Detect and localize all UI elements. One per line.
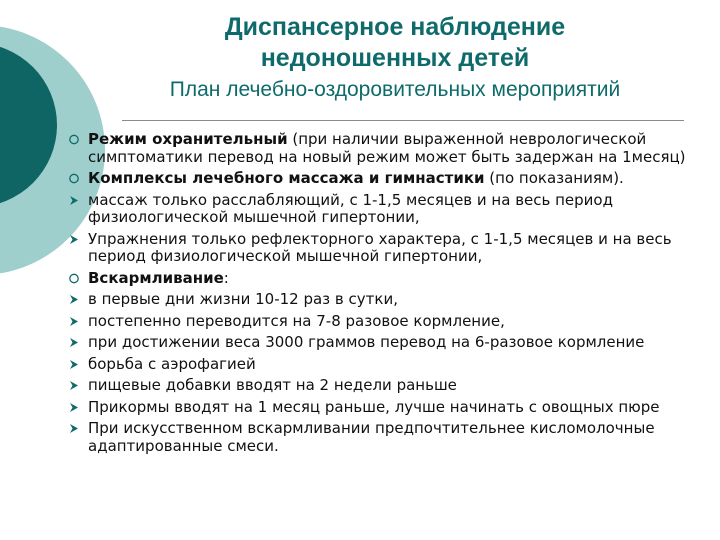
slide-subtitle: План лечебно-оздоровительных мероприятий: [169, 78, 621, 101]
list-item: [62, 420, 692, 455]
arrow-bullet-icon: [68, 335, 80, 350]
circle-bullet-icon: [68, 271, 80, 286]
bullet-list: [62, 131, 692, 459]
title-line-2: недоношенных детей: [260, 44, 530, 72]
arrow-bullet-icon: [68, 357, 80, 372]
list-item: [62, 356, 692, 374]
list-item: [62, 131, 692, 166]
list-item: [62, 192, 692, 227]
item-text: при достижении веса 3000 граммов перевод на 6-разовое кормление: [88, 333, 645, 351]
item-text: пищевые добавки вводят на 2 недели раньше: [88, 376, 457, 394]
item-text: борьба с аэрофагией: [88, 354, 256, 373]
item-text: массаж только расслабляющий, с 1-1,5 месяцев и на весь период физиологической мышечной гипертонии,: [88, 190, 613, 226]
list-item: [62, 399, 692, 417]
item-lead: Комплексы лечебного массажа и гимнастики: [88, 169, 485, 187]
title-line-1: Диспансерное наблюдение: [224, 13, 566, 41]
list-item: [62, 170, 692, 188]
item-text: в первые дни жизни 10-12 раз в сутки,: [88, 290, 398, 308]
list-item: [62, 231, 692, 266]
arrow-bullet-icon: [68, 193, 80, 208]
arrow-bullet-icon: [68, 314, 80, 329]
arrow-bullet-icon: [68, 421, 80, 436]
list-item: [62, 270, 692, 288]
list-item: [62, 377, 692, 395]
item-text: При искусственном вскармливании предпочтительнее кисломолочные адаптированные смеси.: [88, 419, 655, 455]
arrow-bullet-icon: [68, 232, 80, 247]
title-divider: [122, 120, 684, 121]
item-text: Упражнения только рефлекторного характера, с 1-1,5 месяцев и на весь период физиологической мышечной гипертонии,: [88, 229, 672, 265]
item-text: :: [223, 268, 229, 287]
item-text: Прикормы вводят на 1 месяц раньше, лучше начинать с овощных пюре: [88, 397, 660, 416]
item-text: постепенно переводится на 7-8 разовое кормление,: [88, 311, 505, 330]
arrow-bullet-icon: [68, 378, 80, 393]
arrow-bullet-icon: [68, 400, 80, 415]
list-item: [62, 313, 692, 331]
list-item: [62, 334, 692, 352]
list-item: [62, 291, 692, 309]
arrow-bullet-icon: [68, 292, 80, 307]
circle-bullet-icon: [68, 171, 80, 186]
circle-bullet-icon: [68, 132, 80, 147]
item-lead: Вскармливание: [88, 268, 224, 287]
slide-title: [100, 12, 690, 104]
item-text: (по показаниям).: [484, 169, 624, 187]
item-lead: Режим охранительный: [88, 130, 288, 148]
item-text: (при наличии выраженной неврологической симптоматики перевод на новый режим может быть задержан на 1месяц): [88, 130, 686, 166]
